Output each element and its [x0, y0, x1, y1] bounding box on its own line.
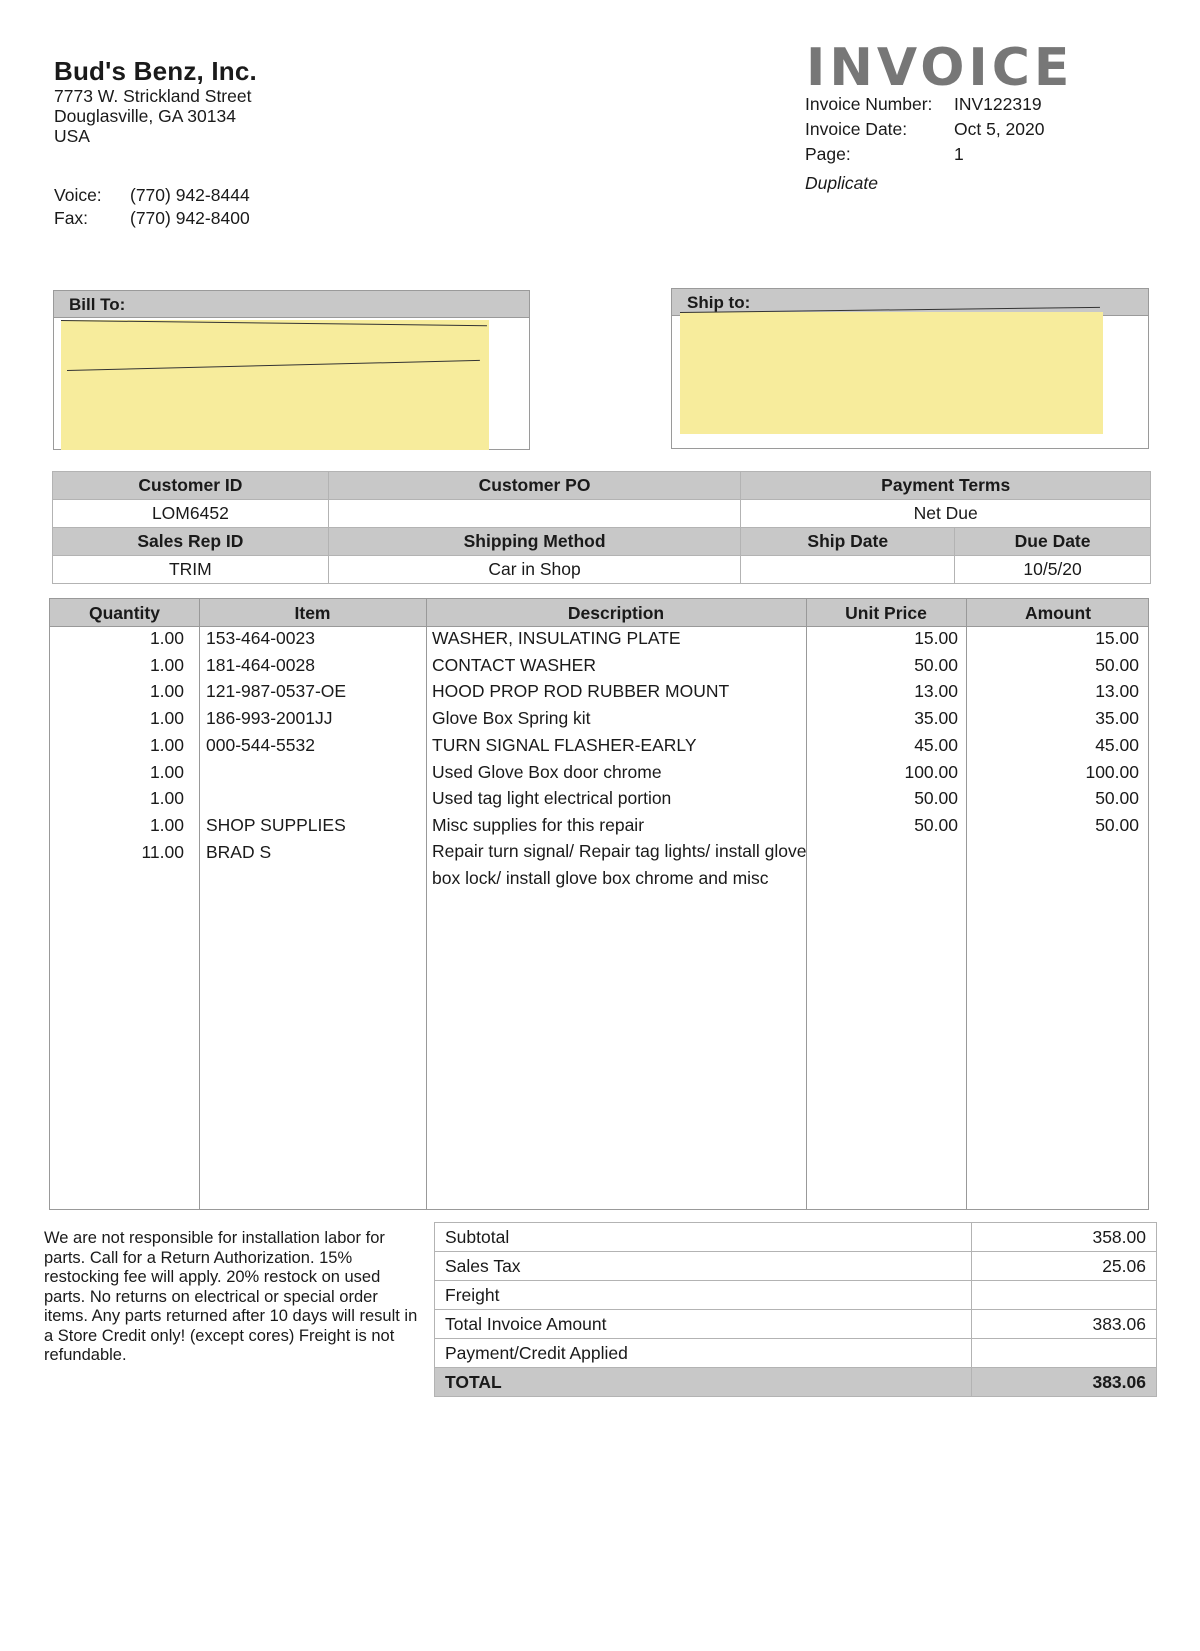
page-number: 1 — [954, 144, 964, 164]
ship-to-label: Ship to: — [672, 289, 1148, 316]
line-items-table — [49, 598, 1149, 1210]
payment-credit-label: Payment/Credit Applied — [435, 1339, 972, 1368]
line-item-number: SHOP SUPPLIES — [206, 814, 346, 835]
shipping-method: Car in Shop — [328, 556, 741, 584]
description-header: Description — [567, 603, 665, 623]
line-item-amount: 50.00 — [1095, 788, 1139, 809]
ship-date-header: Ship Date — [741, 528, 955, 556]
line-item-number: 181-464-0028 — [206, 654, 315, 675]
line-item-description: HOOD PROP ROD RUBBER MOUNT — [432, 681, 730, 702]
invoice-number-label: Invoice Number: — [805, 94, 933, 114]
company-city: Douglasville, GA 30134 — [54, 106, 236, 126]
payment-terms: Net Due — [741, 500, 1151, 528]
company-block — [54, 56, 374, 146]
line-item-qty: 1.00 — [149, 681, 184, 702]
line-item-row — [50, 677, 1148, 704]
bill-to-redaction — [61, 320, 489, 450]
line-item-amount: 45.00 — [1095, 734, 1139, 755]
line-item-amount: 100.00 — [1085, 761, 1139, 782]
line-item-amount: 50.00 — [1095, 814, 1139, 835]
shipping-method-header: Shipping Method — [328, 528, 741, 556]
line-item-number: 153-464-0023 — [206, 628, 315, 648]
page-label: Page: — [805, 144, 851, 164]
line-item-unit-price: 100.00 — [904, 761, 958, 782]
invoice-date: Oct 5, 2020 — [954, 119, 1045, 139]
line-item-qty: 1.00 — [149, 761, 184, 782]
voice-number: (770) 942-8444 — [130, 185, 250, 205]
line-item-unit-price: 13.00 — [914, 681, 958, 702]
line-item-unit-price: 45.00 — [914, 734, 958, 755]
total-label: TOTAL — [435, 1368, 972, 1397]
line-item-row — [50, 758, 1148, 785]
sales-tax-value: 25.06 — [972, 1252, 1157, 1281]
line-item-amount: 50.00 — [1095, 654, 1139, 675]
line-item-number: 000-544-5532 — [206, 734, 315, 755]
line-item-unit-price: 50.00 — [914, 788, 958, 809]
line-item-qty: 1.00 — [149, 628, 184, 648]
line-item-unit-price: 35.00 — [914, 708, 958, 729]
payment-terms-header: Payment Terms — [741, 472, 1151, 500]
line-item-unit-price: 15.00 — [914, 628, 958, 648]
ship-to-redaction — [680, 312, 1103, 434]
invoice-number: INV122319 — [954, 94, 1042, 114]
line-item-amount: 35.00 — [1095, 708, 1139, 729]
line-item-number: 121-987-0537-OE — [206, 681, 347, 702]
line-item-row — [50, 704, 1148, 731]
freight-value — [972, 1281, 1157, 1310]
item-header: Item — [294, 603, 331, 623]
line-item-row — [50, 731, 1148, 758]
invoice-title: INVOICE — [806, 38, 1074, 98]
unit-price-header: Unit Price — [845, 603, 927, 623]
total-invoice-value: 383.06 — [972, 1310, 1157, 1339]
line-item-description: TURN SIGNAL FLASHER-EARLY — [432, 734, 697, 755]
line-item-unit-price: 50.00 — [914, 814, 958, 835]
fax-label: Fax: — [54, 208, 89, 228]
invoice-date-label: Invoice Date: — [805, 119, 908, 139]
line-item-row — [50, 811, 1148, 838]
line-item-description: CONTACT WASHER — [432, 654, 596, 675]
customer-po — [328, 500, 741, 528]
line-item-description: Used Glove Box door chrome — [432, 761, 662, 782]
customer-id: LOM6452 — [53, 500, 329, 528]
fax-number: (770) 942-8400 — [130, 208, 250, 228]
line-item-description: Misc supplies for this repair — [432, 814, 645, 835]
line-item-number: 186-993-2001JJ — [206, 708, 333, 729]
sales-rep-header: Sales Rep ID — [53, 528, 329, 556]
quantity-header: Quantity — [89, 603, 160, 623]
line-item-qty: 1.00 — [149, 814, 184, 835]
voice-label: Voice: — [54, 185, 102, 205]
due-date-header: Due Date — [955, 528, 1151, 556]
total-invoice-label: Total Invoice Amount — [435, 1310, 972, 1339]
company-name: Bud's Benz, Inc. — [54, 56, 257, 86]
line-item-amount: 13.00 — [1095, 681, 1139, 702]
due-date: 10/5/20 — [955, 556, 1151, 584]
payment-credit-value — [972, 1339, 1157, 1368]
labor-item: BRAD S — [206, 842, 272, 862]
line-item-qty: 1.00 — [149, 654, 184, 675]
line-item-amount: 15.00 — [1095, 628, 1139, 648]
labor-description: Repair turn signal/ Repair tag lights/ install glove box lock/ install glove box chrome and misc — [432, 841, 807, 888]
company-country: USA — [54, 126, 90, 146]
line-item-description: Glove Box Spring kit — [432, 708, 591, 729]
line-item-description: Used tag light electrical portion — [432, 788, 672, 809]
freight-label: Freight — [435, 1281, 972, 1310]
line-item-row — [50, 651, 1148, 678]
line-item-row — [50, 624, 1148, 651]
ship-date — [741, 556, 955, 584]
return-policy-note: We are not responsible for installation labor for parts. Call for a Return Authorization. 15% restocking fee will apply. 20% restock on used parts. No returns on electrical or special order items. Any parts returned after 10 days will result in a Store Credit only! (except cores) Freight is not refundable. — [44, 1229, 418, 1364]
line-item-qty: 1.00 — [149, 788, 184, 809]
total-value: 383.06 — [972, 1368, 1157, 1397]
customer-po-header: Customer PO — [328, 472, 741, 500]
line-items-header — [50, 599, 1148, 627]
amount-header: Amount — [1024, 603, 1092, 623]
totals-table — [434, 1222, 1157, 1397]
line-item-row — [50, 784, 1148, 811]
subtotal-value: 358.00 — [972, 1223, 1157, 1252]
company-contact — [54, 184, 250, 230]
bill-to-label: Bill To: — [54, 291, 529, 318]
invoice-meta — [805, 92, 1044, 196]
subtotal-label: Subtotal — [435, 1223, 972, 1252]
copy-note: Duplicate — [805, 173, 878, 193]
line-item-description: WASHER, INSULATING PLATE — [432, 628, 681, 648]
customer-info-table — [52, 471, 1151, 584]
line-item-qty: 1.00 — [149, 734, 184, 755]
company-street: 7773 W. Strickland Street — [54, 86, 252, 106]
line-item-unit-price: 50.00 — [914, 654, 958, 675]
line-item-qty: 1.00 — [149, 708, 184, 729]
sales-tax-label: Sales Tax — [435, 1252, 972, 1281]
sales-rep: TRIM — [53, 556, 329, 584]
labor-qty: 11.00 — [141, 842, 184, 862]
customer-id-header: Customer ID — [53, 472, 329, 500]
